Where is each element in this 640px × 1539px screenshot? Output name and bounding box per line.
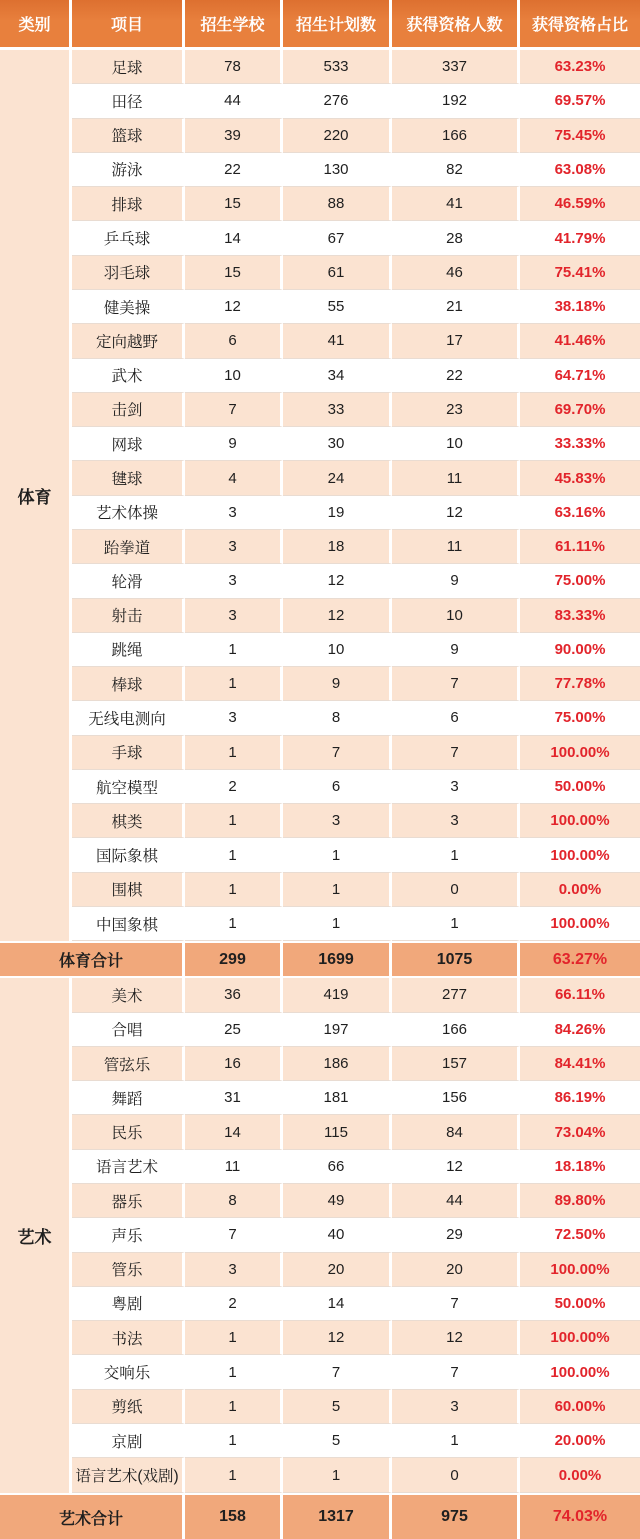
schools-cell: 1 (185, 736, 283, 770)
schools-cell: 15 (185, 256, 283, 290)
percent-cell: 84.26% (520, 1013, 640, 1047)
item-cell: 击剑 (72, 393, 185, 427)
item-cell: 定向越野 (72, 324, 185, 358)
qualified-cell: 3 (392, 1390, 520, 1424)
plan-cell: 276 (283, 84, 392, 118)
qualified-cell: 9 (392, 633, 520, 667)
schools-cell: 31 (185, 1081, 283, 1115)
plan-cell: 12 (283, 599, 392, 633)
table-row (0, 290, 640, 324)
schools-cell: 9 (185, 427, 283, 461)
total-label-cell: 体育合计 (0, 941, 185, 978)
qualified-cell: 6 (392, 701, 520, 735)
percent-cell: 63.23% (520, 50, 640, 84)
percent-cell: 18.18% (520, 1150, 640, 1184)
qualified-cell: 23 (392, 393, 520, 427)
item-cell: 羽毛球 (72, 256, 185, 290)
qualified-cell: 157 (392, 1047, 520, 1081)
schools-cell: 3 (185, 564, 283, 598)
item-cell: 手球 (72, 736, 185, 770)
table-row (0, 427, 640, 461)
percent-cell: 100.00% (520, 907, 640, 941)
schools-cell: 14 (185, 1115, 283, 1149)
plan-cell: 41 (283, 324, 392, 358)
item-cell: 器乐 (72, 1184, 185, 1218)
item-cell: 无线电测向 (72, 701, 185, 735)
item-cell: 中国象棋 (72, 907, 185, 941)
schools-cell: 6 (185, 324, 283, 358)
percent-cell: 83.33% (520, 599, 640, 633)
item-cell: 书法 (72, 1321, 185, 1355)
item-cell: 国际象棋 (72, 838, 185, 872)
plan-cell: 1 (283, 838, 392, 872)
qualified-cell: 9 (392, 564, 520, 598)
percent-cell: 73.04% (520, 1115, 640, 1149)
percent-cell: 100.00% (520, 804, 640, 838)
total-value-cell: 1699 (283, 941, 392, 978)
total-row (0, 941, 640, 978)
item-cell: 篮球 (72, 119, 185, 153)
percent-cell: 20.00% (520, 1424, 640, 1458)
item-cell: 射击 (72, 599, 185, 633)
item-cell: 交响乐 (72, 1355, 185, 1389)
plan-cell: 88 (283, 187, 392, 221)
table-row (0, 1047, 640, 1081)
qualified-cell: 1 (392, 1424, 520, 1458)
table-row (0, 599, 640, 633)
schools-cell: 15 (185, 187, 283, 221)
schools-cell: 1 (185, 804, 283, 838)
percent-cell: 63.16% (520, 496, 640, 530)
item-cell: 航空模型 (72, 770, 185, 804)
plan-cell: 5 (283, 1390, 392, 1424)
percent-cell: 61.11% (520, 530, 640, 564)
qualified-cell: 3 (392, 770, 520, 804)
table-row (0, 1321, 640, 1355)
plan-cell: 3 (283, 804, 392, 838)
plan-cell: 130 (283, 153, 392, 187)
table-row (0, 1013, 640, 1047)
item-cell: 艺术体操 (72, 496, 185, 530)
percent-cell: 41.46% (520, 324, 640, 358)
schools-cell: 25 (185, 1013, 283, 1047)
item-cell: 管弦乐 (72, 1047, 185, 1081)
item-cell: 足球 (72, 50, 185, 84)
qualified-cell: 28 (392, 221, 520, 255)
item-cell: 语言艺术 (72, 1150, 185, 1184)
plan-cell: 24 (283, 461, 392, 495)
percent-cell: 38.18% (520, 290, 640, 324)
item-cell: 田径 (72, 84, 185, 118)
qualified-cell: 17 (392, 324, 520, 358)
schools-cell: 1 (185, 1424, 283, 1458)
schools-cell: 1 (185, 1458, 283, 1493)
qualified-cell: 7 (392, 736, 520, 770)
percent-cell: 63.08% (520, 153, 640, 187)
header-qualified-ratio: 获得资格占比 (520, 0, 640, 50)
schools-cell: 2 (185, 1287, 283, 1321)
table-row (0, 324, 640, 358)
percent-cell: 89.80% (520, 1184, 640, 1218)
total-value-cell: 158 (185, 1493, 283, 1539)
schools-cell: 16 (185, 1047, 283, 1081)
plan-cell: 67 (283, 221, 392, 255)
table-row (0, 1355, 640, 1389)
schools-cell: 1 (185, 1321, 283, 1355)
item-cell: 舞蹈 (72, 1081, 185, 1115)
qualified-cell: 337 (392, 50, 520, 84)
header-item: 项目 (72, 0, 185, 50)
table-row (0, 667, 640, 701)
qualified-cell: 277 (392, 978, 520, 1012)
table-row (0, 838, 640, 872)
qualified-cell: 1 (392, 838, 520, 872)
item-cell: 粤剧 (72, 1287, 185, 1321)
schools-cell: 1 (185, 633, 283, 667)
table-row (0, 1081, 640, 1115)
schools-cell: 1 (185, 667, 283, 701)
total-value-cell: 1075 (392, 941, 520, 978)
plan-cell: 197 (283, 1013, 392, 1047)
item-cell: 乒乓球 (72, 221, 185, 255)
item-cell: 管乐 (72, 1253, 185, 1287)
qualified-cell: 12 (392, 496, 520, 530)
table-row (0, 50, 640, 84)
percent-cell: 50.00% (520, 770, 640, 804)
schools-cell: 1 (185, 1390, 283, 1424)
qualified-cell: 84 (392, 1115, 520, 1149)
qualified-cell: 7 (392, 667, 520, 701)
table-row (0, 736, 640, 770)
total-row (0, 1493, 640, 1539)
schools-cell: 10 (185, 359, 283, 393)
schools-cell: 3 (185, 530, 283, 564)
table-row (0, 1390, 640, 1424)
table-row (0, 770, 640, 804)
plan-cell: 34 (283, 359, 392, 393)
qualified-cell: 3 (392, 804, 520, 838)
total-value-cell: 975 (392, 1493, 520, 1539)
table-row (0, 1287, 640, 1321)
qualified-cell: 1 (392, 907, 520, 941)
table-row (0, 153, 640, 187)
plan-cell: 61 (283, 256, 392, 290)
plan-cell: 5 (283, 1424, 392, 1458)
schools-cell: 39 (185, 119, 283, 153)
plan-cell: 1 (283, 907, 392, 941)
item-cell: 棒球 (72, 667, 185, 701)
schools-cell: 36 (185, 978, 283, 1012)
schools-cell: 78 (185, 50, 283, 84)
qualified-cell: 21 (392, 290, 520, 324)
schools-cell: 1 (185, 838, 283, 872)
qualified-cell: 0 (392, 873, 520, 907)
category-cell: 体育 (0, 50, 72, 941)
qualified-cell: 41 (392, 187, 520, 221)
table-row (0, 1218, 640, 1252)
item-cell: 健美操 (72, 290, 185, 324)
header-category: 类别 (0, 0, 72, 50)
percent-cell: 69.70% (520, 393, 640, 427)
total-percent-cell: 63.27% (520, 941, 640, 978)
percent-cell: 75.00% (520, 701, 640, 735)
percent-cell: 90.00% (520, 633, 640, 667)
qualified-cell: 44 (392, 1184, 520, 1218)
plan-cell: 18 (283, 530, 392, 564)
schools-cell: 12 (185, 290, 283, 324)
table-row (0, 1184, 640, 1218)
percent-cell: 75.41% (520, 256, 640, 290)
plan-cell: 10 (283, 633, 392, 667)
qualified-cell: 46 (392, 256, 520, 290)
item-cell: 游泳 (72, 153, 185, 187)
plan-cell: 30 (283, 427, 392, 461)
percent-cell: 60.00% (520, 1390, 640, 1424)
percent-cell: 86.19% (520, 1081, 640, 1115)
item-cell: 语言艺术(戏剧) (72, 1458, 185, 1493)
table-row (0, 804, 640, 838)
table-row (0, 119, 640, 153)
qualified-cell: 0 (392, 1458, 520, 1493)
qualified-cell: 166 (392, 119, 520, 153)
plan-cell: 14 (283, 1287, 392, 1321)
schools-cell: 8 (185, 1184, 283, 1218)
schools-cell: 1 (185, 907, 283, 941)
qualified-cell: 82 (392, 153, 520, 187)
schools-cell: 2 (185, 770, 283, 804)
plan-cell: 220 (283, 119, 392, 153)
table-row (0, 256, 640, 290)
table-row (0, 564, 640, 598)
plan-cell: 9 (283, 667, 392, 701)
qualified-cell: 29 (392, 1218, 520, 1252)
plan-cell: 186 (283, 1047, 392, 1081)
plan-cell: 49 (283, 1184, 392, 1218)
table-row (0, 1424, 640, 1458)
percent-cell: 33.33% (520, 427, 640, 461)
item-cell: 棋类 (72, 804, 185, 838)
item-cell: 轮滑 (72, 564, 185, 598)
schools-cell: 1 (185, 873, 283, 907)
item-cell: 网球 (72, 427, 185, 461)
item-cell: 声乐 (72, 1218, 185, 1252)
table-row (0, 701, 640, 735)
plan-cell: 12 (283, 1321, 392, 1355)
qualified-cell: 12 (392, 1150, 520, 1184)
table-row (0, 1253, 640, 1287)
qualified-cell: 22 (392, 359, 520, 393)
item-cell: 跳绳 (72, 633, 185, 667)
percent-cell: 45.83% (520, 461, 640, 495)
item-cell: 美术 (72, 978, 185, 1012)
percent-cell: 100.00% (520, 838, 640, 872)
plan-cell: 66 (283, 1150, 392, 1184)
qualified-cell: 7 (392, 1355, 520, 1389)
schools-cell: 4 (185, 461, 283, 495)
table-row (0, 873, 640, 907)
table-body (0, 50, 640, 1539)
percent-cell: 84.41% (520, 1047, 640, 1081)
plan-cell: 6 (283, 770, 392, 804)
schools-cell: 3 (185, 496, 283, 530)
table-row (0, 633, 640, 667)
table-row (0, 1115, 640, 1149)
percent-cell: 69.57% (520, 84, 640, 118)
plan-cell: 533 (283, 50, 392, 84)
plan-cell: 8 (283, 701, 392, 735)
plan-cell: 1 (283, 873, 392, 907)
table-row (0, 978, 640, 1012)
item-cell: 毽球 (72, 461, 185, 495)
plan-cell: 419 (283, 978, 392, 1012)
plan-cell: 33 (283, 393, 392, 427)
plan-cell: 181 (283, 1081, 392, 1115)
qualified-cell: 10 (392, 427, 520, 461)
percent-cell: 0.00% (520, 1458, 640, 1493)
header-plan-count: 招生计划数 (283, 0, 392, 50)
qualified-cell: 20 (392, 1253, 520, 1287)
percent-cell: 72.50% (520, 1218, 640, 1252)
plan-cell: 1 (283, 1458, 392, 1493)
category-cell: 艺术 (0, 978, 72, 1493)
item-cell: 排球 (72, 187, 185, 221)
plan-cell: 7 (283, 1355, 392, 1389)
item-cell: 跆拳道 (72, 530, 185, 564)
table-row (0, 359, 640, 393)
item-cell: 京剧 (72, 1424, 185, 1458)
plan-cell: 19 (283, 496, 392, 530)
schools-cell: 22 (185, 153, 283, 187)
schools-cell: 7 (185, 1218, 283, 1252)
qualified-cell: 11 (392, 530, 520, 564)
percent-cell: 64.71% (520, 359, 640, 393)
table-row (0, 187, 640, 221)
percent-cell: 0.00% (520, 873, 640, 907)
plan-cell: 7 (283, 736, 392, 770)
qualified-cell: 192 (392, 84, 520, 118)
percent-cell: 66.11% (520, 978, 640, 1012)
qualified-cell: 12 (392, 1321, 520, 1355)
item-cell: 合唱 (72, 1013, 185, 1047)
table-row (0, 221, 640, 255)
total-label-cell: 艺术合计 (0, 1493, 185, 1539)
item-cell: 武术 (72, 359, 185, 393)
percent-cell: 75.00% (520, 564, 640, 598)
plan-cell: 12 (283, 564, 392, 598)
qualified-cell: 166 (392, 1013, 520, 1047)
plan-cell: 115 (283, 1115, 392, 1149)
table-row (0, 530, 640, 564)
schools-cell: 3 (185, 1253, 283, 1287)
percent-cell: 100.00% (520, 1321, 640, 1355)
schools-cell: 3 (185, 701, 283, 735)
total-value-cell: 1317 (283, 1493, 392, 1539)
qualified-cell: 7 (392, 1287, 520, 1321)
schools-cell: 11 (185, 1150, 283, 1184)
schools-cell: 7 (185, 393, 283, 427)
header-schools: 招生学校 (185, 0, 283, 50)
percent-cell: 75.45% (520, 119, 640, 153)
plan-cell: 40 (283, 1218, 392, 1252)
schools-cell: 44 (185, 84, 283, 118)
percent-cell: 100.00% (520, 736, 640, 770)
table-row (0, 1458, 640, 1493)
table-row (0, 461, 640, 495)
total-percent-cell: 74.03% (520, 1493, 640, 1539)
item-cell: 围棋 (72, 873, 185, 907)
table-row (0, 907, 640, 941)
header-qualified-count: 获得资格人数 (392, 0, 520, 50)
table-row (0, 496, 640, 530)
percent-cell: 50.00% (520, 1287, 640, 1321)
table-row (0, 1150, 640, 1184)
table-row (0, 84, 640, 118)
percent-cell: 77.78% (520, 667, 640, 701)
qualified-cell: 10 (392, 599, 520, 633)
total-value-cell: 299 (185, 941, 283, 978)
qualified-cell: 11 (392, 461, 520, 495)
item-cell: 民乐 (72, 1115, 185, 1149)
percent-cell: 100.00% (520, 1355, 640, 1389)
schools-cell: 3 (185, 599, 283, 633)
schools-cell: 14 (185, 221, 283, 255)
plan-cell: 20 (283, 1253, 392, 1287)
table-row (0, 393, 640, 427)
percent-cell: 100.00% (520, 1253, 640, 1287)
schools-cell: 1 (185, 1355, 283, 1389)
item-cell: 剪纸 (72, 1390, 185, 1424)
plan-cell: 55 (283, 290, 392, 324)
qualified-cell: 156 (392, 1081, 520, 1115)
percent-cell: 46.59% (520, 187, 640, 221)
header-row (0, 0, 640, 50)
percent-cell: 41.79% (520, 221, 640, 255)
